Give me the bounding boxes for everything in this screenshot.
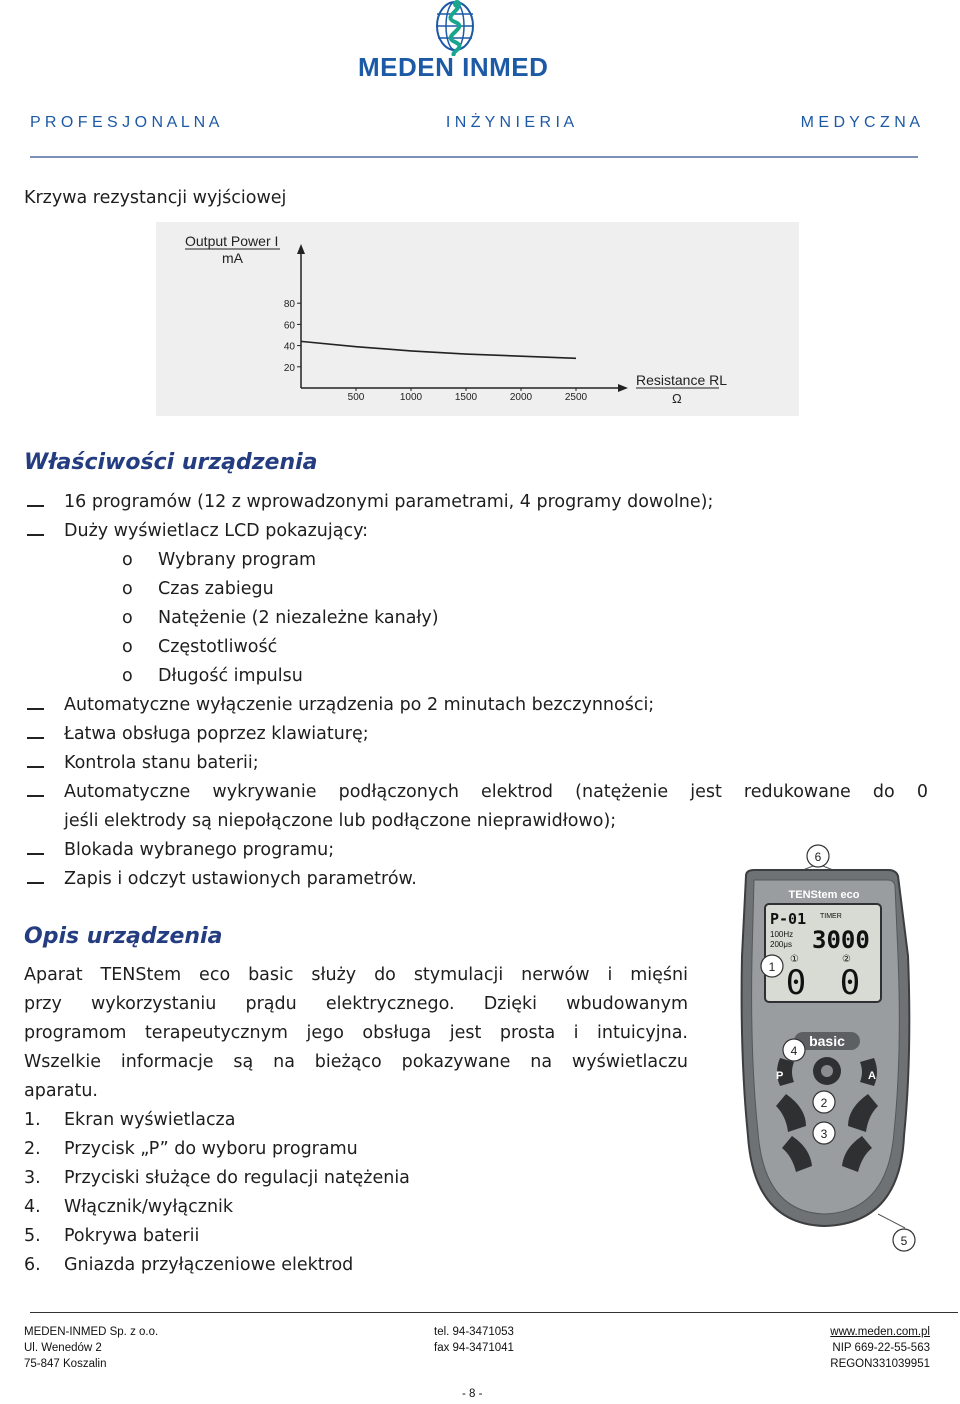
svg-text:2: 2	[820, 1096, 828, 1110]
callout-marker	[813, 1091, 835, 1113]
property-item: 16 programów (12 z wprowadzonymi parametrami, 4 programy dowolne);	[64, 492, 714, 512]
company-logo-emblem	[410, 0, 500, 56]
chart-canvas	[156, 222, 799, 416]
svg-text:4: 4	[790, 1044, 798, 1058]
lcd-timer: 3000	[812, 926, 870, 954]
footer-phone: tel. 94-3471053	[434, 1326, 514, 1338]
sub-bullet: o	[122, 579, 133, 599]
callout-marker	[893, 1229, 915, 1251]
numbered-index: 6.	[24, 1255, 41, 1275]
description-line: aparatu.	[24, 1081, 98, 1101]
chart-x-tick-label: 1000	[399, 392, 423, 403]
footer-street: Ul. Wenedów 2	[24, 1342, 102, 1354]
numbered-index: 2.	[24, 1139, 41, 1159]
description-line: programom terapeutycznym jego obsługa jest prosta i intuicyjna.	[24, 1023, 688, 1043]
footer-nip: NIP 669-22-55-563	[832, 1342, 930, 1354]
lcd-channel-1: ①	[790, 954, 799, 965]
list-dash	[27, 853, 44, 855]
lcd-channel-2: ②	[842, 954, 851, 965]
chart-y-axis-arrow	[297, 244, 305, 254]
device-model: basic	[809, 1033, 845, 1049]
tagline-word: I N Ż Y N I E R I A	[445, 114, 575, 131]
list-dash	[27, 505, 44, 507]
svg-text:3: 3	[820, 1127, 828, 1141]
footer-website[interactable]: www.meden.com.pl	[830, 1326, 930, 1338]
property-item: Łatwa obsługa poprzez klawiaturę;	[64, 724, 369, 744]
numbered-index: 4.	[24, 1197, 41, 1217]
chart-x-label: Resistance RL	[636, 372, 728, 388]
lcd-timer-label: TIMER	[820, 913, 842, 920]
footer-city: 75-847 Koszalin	[24, 1358, 107, 1370]
list-dash	[27, 795, 44, 797]
chart-y-tick-label: 40	[283, 341, 295, 353]
numbered-index: 3.	[24, 1168, 41, 1188]
numbered-item: Włącznik/wyłącznik	[64, 1197, 234, 1217]
numbered-item: Pokrywa baterii	[64, 1226, 200, 1246]
chart-y-unit: mA	[222, 250, 243, 266]
description-line: Wszelkie informacje są na bieżąco pokazywane na wyświetlaczu	[24, 1052, 688, 1072]
list-dash	[27, 534, 44, 536]
lcd-program: P-01	[770, 910, 807, 928]
header-divider	[30, 156, 918, 158]
numbered-item: Przyciski służące do regulacji natężenia	[64, 1168, 410, 1188]
chart-x-unit: Ω	[672, 391, 682, 406]
chart-y-tick-label: 20	[283, 362, 295, 374]
chart-series-line	[301, 341, 576, 358]
footer-regon: REGON331039951	[830, 1358, 930, 1370]
property-sub-item: Natężenie (2 niezależne kanały)	[158, 608, 439, 628]
device-illustration	[728, 836, 928, 1256]
sub-bullet: o	[122, 608, 133, 628]
button-a-label: A	[868, 1070, 876, 1082]
tagline-word: P R O F E S J O N A L N A	[30, 114, 220, 131]
sub-bullet: o	[122, 637, 133, 657]
lcd-pulse-width: 200μs	[770, 940, 792, 949]
footer-fax: fax 94-3471041	[434, 1342, 514, 1354]
numbered-item: Ekran wyświetlacza	[64, 1110, 236, 1130]
lcd-channel-2-value: 0	[839, 963, 861, 1003]
property-sub-item: Czas zabiegu	[158, 579, 274, 599]
svg-text:6: 6	[814, 850, 822, 864]
property-item: Automatyczne wyłączenie urządzenia po 2 minutach bezczynności;	[64, 695, 655, 715]
property-sub-item: Częstotliwość	[158, 637, 278, 657]
button-p-label: P	[776, 1070, 784, 1082]
numbered-index: 1.	[24, 1110, 41, 1130]
device-brand: TENStem eco	[788, 889, 860, 901]
description-line: przy wykorzystaniu prądu elektrycznego. Dzięki wbudowanym	[24, 994, 688, 1014]
chart-title: Output Power I	[185, 233, 279, 249]
svg-text:1: 1	[768, 960, 776, 974]
property-item: Zapis i odczyt ustawionych parametrów.	[64, 869, 417, 889]
chart-x-axis-arrow	[618, 384, 628, 392]
chart-x-tick-label: 1500	[454, 392, 478, 403]
company-logo-text: MEDEN INMED	[358, 52, 549, 82]
chart-y-tick-label: 60	[283, 320, 295, 332]
description-heading: Opis urządzenia	[24, 924, 223, 949]
property-item-continued: jeśli elektrody są niepołączone lub podłączone nieprawidłowo);	[64, 811, 617, 831]
output-curve-chart	[156, 222, 799, 416]
chart-x-tick-label: 2500	[564, 392, 588, 403]
company-tagline	[30, 114, 920, 132]
chart-x-tick-label: 500	[347, 392, 365, 403]
chart-x-tick-label: 2000	[509, 392, 533, 403]
chart-y-tick-label: 80	[283, 299, 295, 311]
sub-bullet: o	[122, 666, 133, 686]
property-sub-item: Długość impulsu	[158, 666, 303, 686]
property-item: Blokada wybranego programu;	[64, 840, 335, 860]
numbered-item: Przycisk „P” do wyboru programu	[64, 1139, 358, 1159]
footer-company: MEDEN-INMED Sp. z o.o.	[24, 1326, 159, 1338]
footer-divider	[30, 1312, 958, 1313]
list-dash	[27, 766, 44, 768]
property-item: Automatyczne wykrywanie podłączonych elektrod (natężenie jest redukowane do 0	[64, 782, 928, 802]
svg-text:5: 5	[900, 1234, 908, 1248]
numbered-item: Gniazda przyłączeniowe elektrod	[64, 1255, 354, 1275]
lcd-channel-1-value: 0	[785, 963, 807, 1003]
list-dash	[27, 737, 44, 739]
property-sub-item: Wybrany program	[158, 550, 317, 570]
list-dash	[27, 882, 44, 884]
list-dash	[27, 708, 44, 710]
callout-marker	[761, 955, 783, 977]
property-item: Kontrola stanu baterii;	[64, 753, 259, 773]
curve-section-title: Krzywa rezystancji wyjściowej	[24, 188, 287, 208]
callout-marker	[807, 845, 829, 867]
lcd-frequency: 100Hz	[770, 930, 794, 939]
properties-heading: Właściwości urządzenia	[24, 450, 318, 475]
description-line: Aparat TENStem eco basic służy do stymulacji nerwów i mięśni	[24, 965, 688, 985]
sub-bullet: o	[122, 550, 133, 570]
tagline-word: M E D Y C Z N A	[800, 114, 920, 131]
page-number: - 8 -	[462, 1388, 483, 1400]
numbered-index: 5.	[24, 1226, 41, 1246]
callout-marker	[813, 1122, 835, 1144]
callout-marker	[783, 1039, 805, 1061]
property-item: Duży wyświetlacz LCD pokazujący:	[64, 521, 369, 541]
